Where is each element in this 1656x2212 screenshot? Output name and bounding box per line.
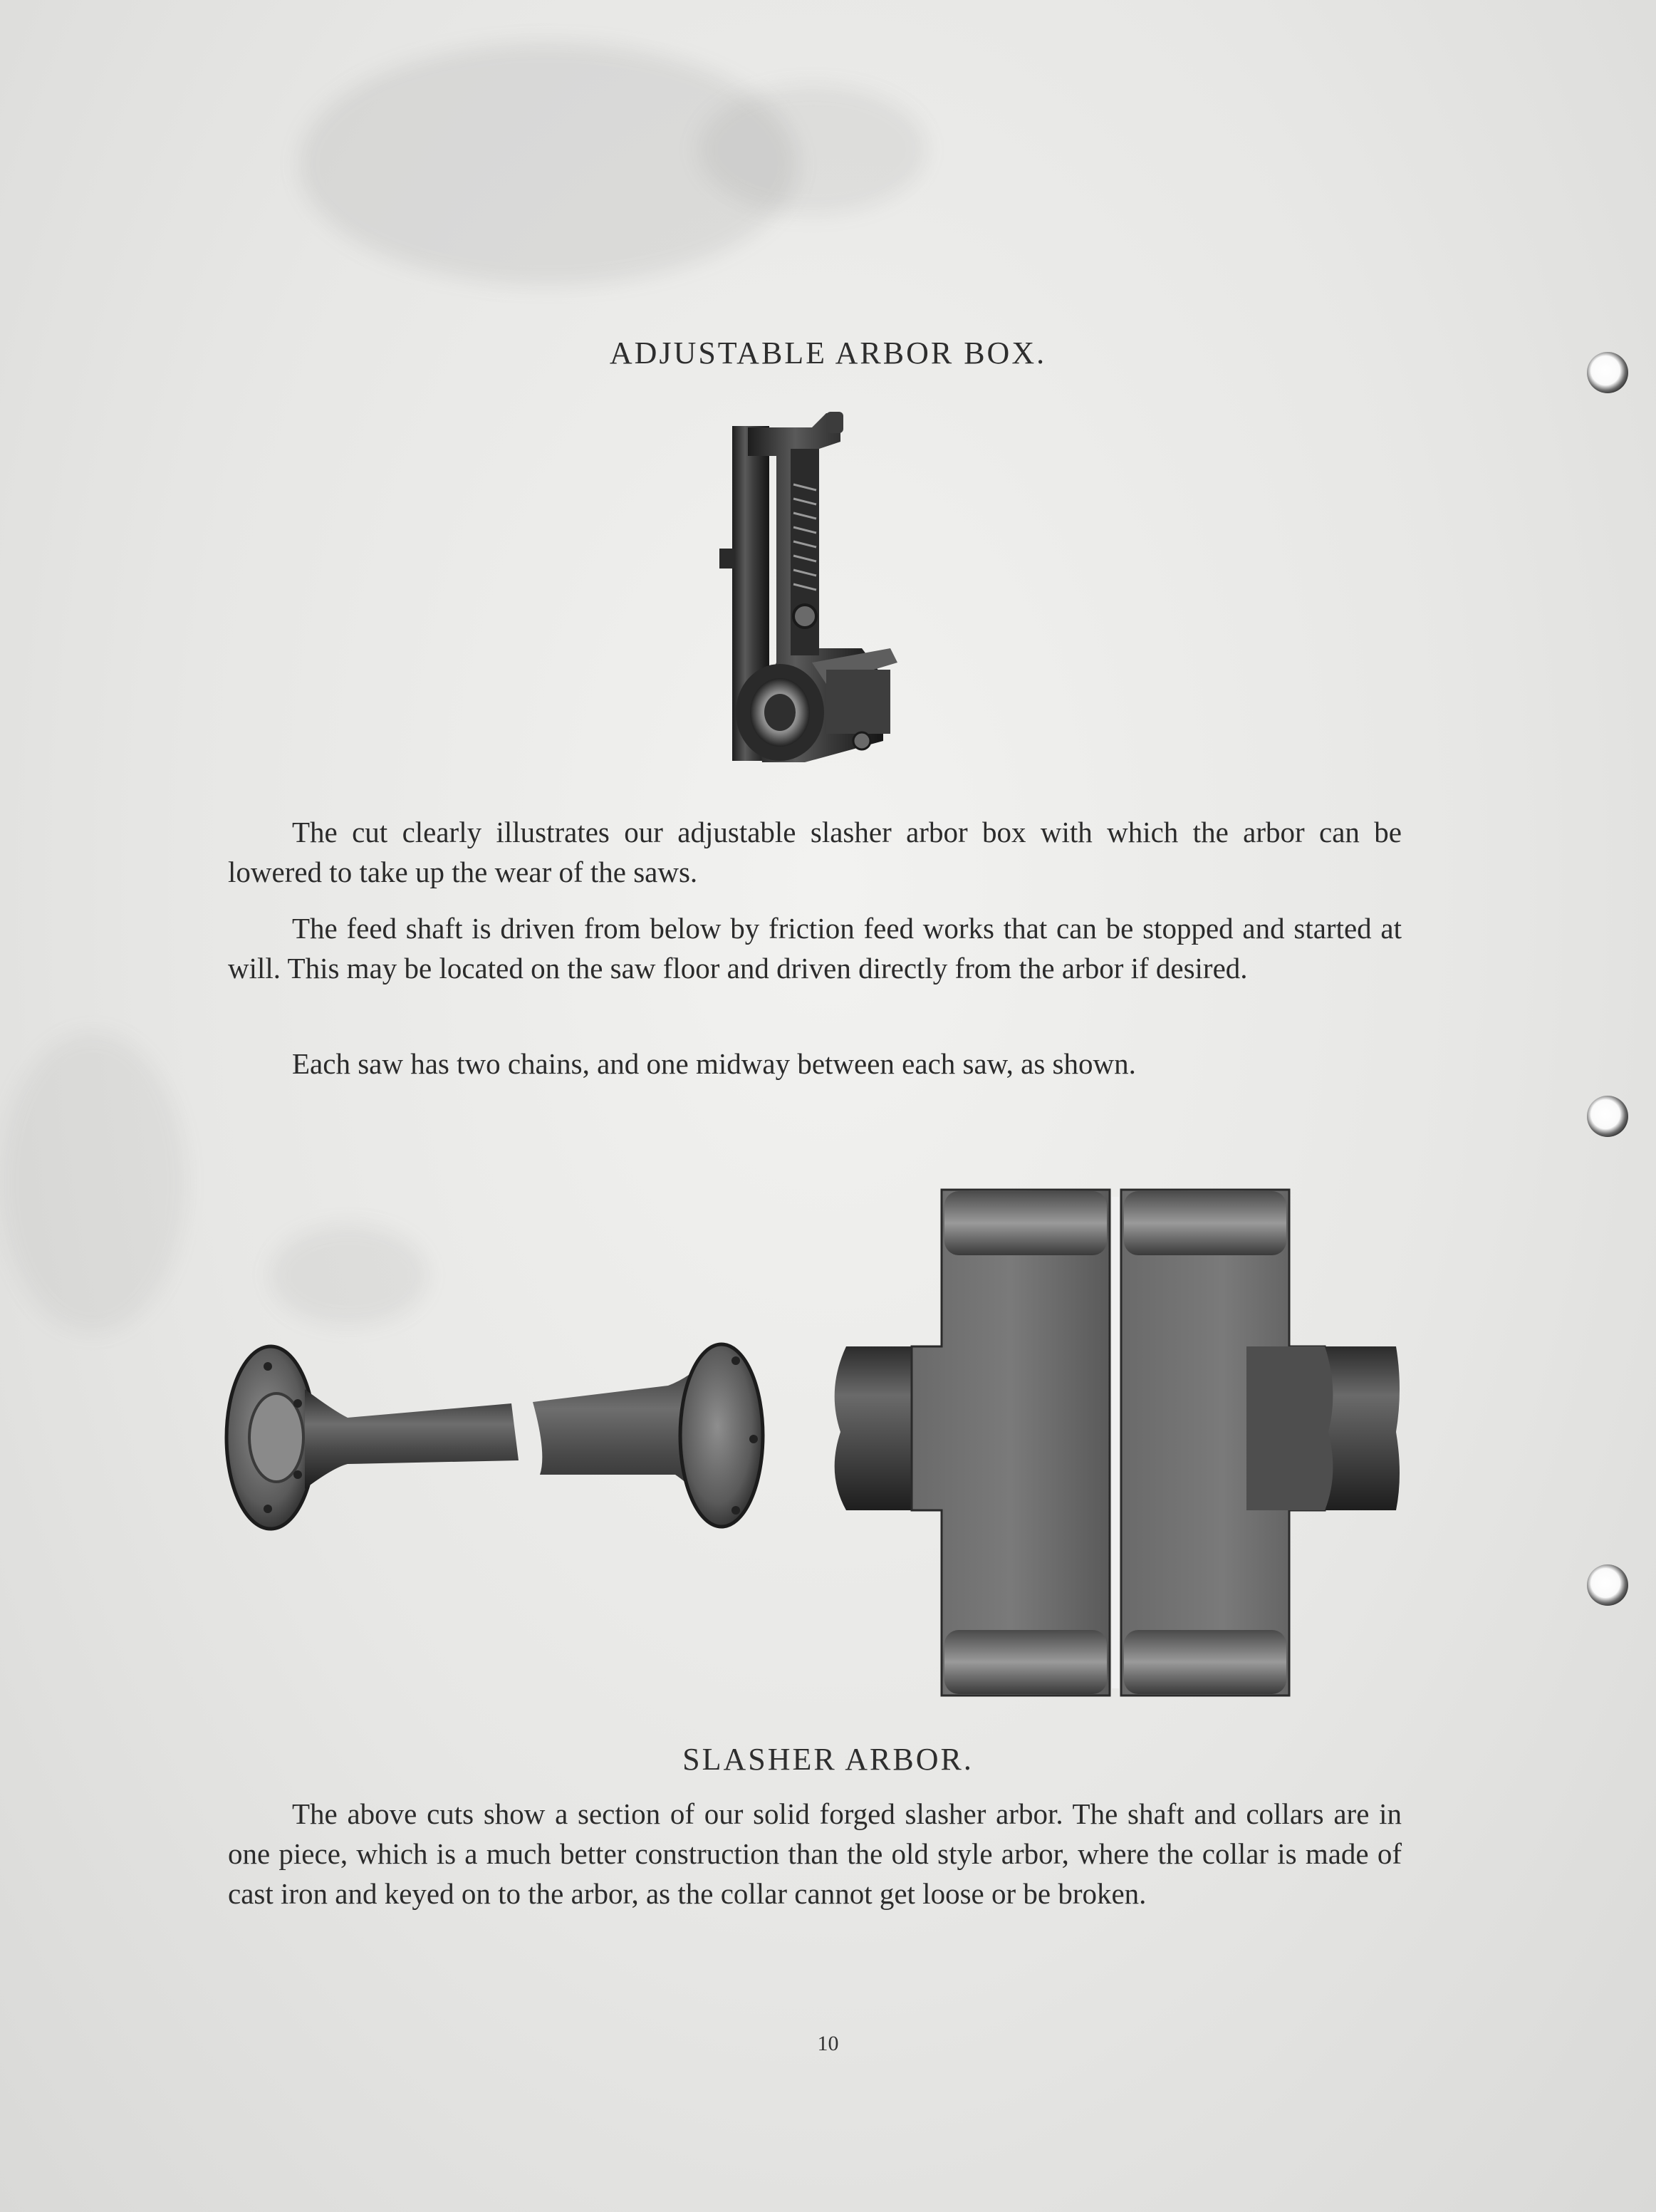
closing-paragraph: The above cuts show a section of our solid forged slasher arbor. The shaft and collars are in one piece, which is a much better construction than the old style arbor, where the collar is made of cast iron and keyed on to the arbor, as the collar cannot get loose or be broken. [228, 1797, 1402, 1910]
paper-stain [0, 1033, 185, 1332]
slasher-arbor-heading: SLASHER ARBOR. [682, 1742, 974, 1777]
arbor-box-heading: ADJUSTABLE ARBOR BOX. [609, 336, 1047, 370]
arbor-box-illustration [719, 406, 919, 777]
intro-paragraph: The feed shaft is driven from below by friction feed works that can be stopped and started at will. This may be located on the saw floor and driven directly from the arbor if desired. [228, 912, 1402, 985]
paper-stain [271, 1225, 427, 1325]
slasher-arbor-shaft-illustration [226, 1332, 825, 1546]
paper-stain [698, 85, 926, 214]
slasher-arbor-collar-illustration [826, 1175, 1410, 1703]
binder-hole [1587, 1564, 1628, 1606]
intro-paragraph: The cut clearly illustrates our adjustable slasher arbor box with which the arbor can be lowered to take up the wear of the saws. [228, 816, 1402, 888]
page-number: 10 [817, 2032, 839, 2055]
binder-hole [1587, 1096, 1628, 1137]
intro-paragraph: Each saw has two chains, and one midway between each saw, as shown. [292, 1047, 1136, 1080]
